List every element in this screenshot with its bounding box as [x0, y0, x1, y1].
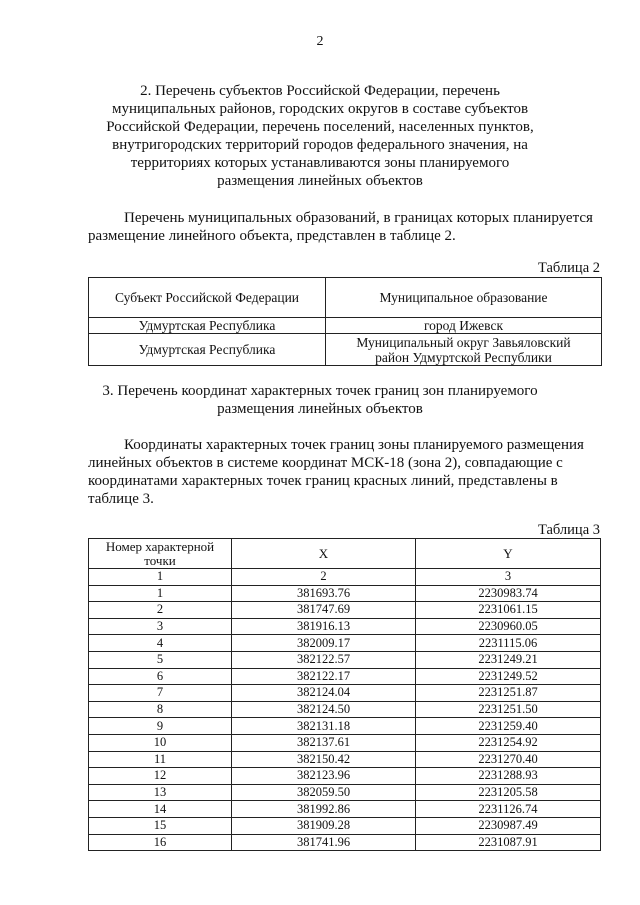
- point-number-cell: 3: [89, 618, 232, 635]
- table-numbering-row: [89, 569, 601, 586]
- x-coordinate-cell: 382059.50: [232, 784, 416, 801]
- y-coordinate-cell: 2231251.50: [416, 701, 601, 718]
- x-coordinate-cell: 382124.50: [232, 701, 416, 718]
- y-coordinate-cell: 2230960.05: [416, 618, 601, 635]
- point-number-cell: 12: [89, 768, 232, 785]
- table-row: [89, 635, 601, 652]
- point-number-cell: 2: [89, 602, 232, 619]
- point-number-cell: 15: [89, 817, 232, 834]
- table-row: [89, 784, 601, 801]
- section-2-paragraph: [88, 209, 600, 245]
- paragraph-line: Перечень муниципальных образований, в границах которых планируется: [124, 210, 593, 226]
- table-row: [89, 585, 601, 602]
- y-coordinate-cell: 2231205.58: [416, 784, 601, 801]
- section-3-title-line: размещения линейных объектов: [217, 401, 423, 417]
- table-row: [89, 685, 601, 702]
- y-coordinate-cell: 2231249.52: [416, 668, 601, 685]
- table-header-cell: Y: [416, 539, 601, 569]
- y-coordinate-cell: 2231251.87: [416, 685, 601, 702]
- x-coordinate-cell: 382009.17: [232, 635, 416, 652]
- paragraph-line: размещение линейного объекта, представлен в таблице 2.: [88, 228, 456, 244]
- y-coordinate-cell: 2230983.74: [416, 585, 601, 602]
- point-number-cell: 9: [89, 718, 232, 735]
- section-2-title-line: муниципальных районов, городских округов в составе субъектов: [111, 101, 529, 117]
- section-3-title-line: 3. Перечень координат характерных точек границ зон планируемого: [102, 383, 538, 399]
- point-number-cell: 4: [89, 635, 232, 652]
- paragraph-line: линейных объектов в системе координат МСК-18 (зона 2), совпадающие с: [88, 455, 563, 471]
- table-row: [89, 718, 601, 735]
- point-number-cell: 8: [89, 701, 232, 718]
- table-row: [89, 834, 601, 851]
- table-row: [89, 751, 601, 768]
- x-coordinate-cell: 381909.28: [232, 817, 416, 834]
- point-number-cell: 6: [89, 668, 232, 685]
- point-number-cell: 1: [89, 585, 232, 602]
- paragraph-line: координатами характерных точек границ красных линий, представлены в: [88, 473, 558, 489]
- table-3: [88, 538, 601, 851]
- section-2-title-line: внутригородских территорий городов федерального значения, на: [112, 137, 528, 153]
- table-header-cell: Номер характерной точки: [89, 539, 232, 569]
- table-row: [89, 618, 601, 635]
- point-number-cell: 13: [89, 784, 232, 801]
- table-header-row: [89, 278, 602, 318]
- page-number: 2: [316, 34, 324, 49]
- table-2: [88, 277, 602, 366]
- y-coordinate-cell: 2231270.40: [416, 751, 601, 768]
- section-2-title-line: 2. Перечень субъектов Российской Федерации, перечень: [140, 83, 500, 99]
- y-coordinate-cell: 2231061.15: [416, 602, 601, 619]
- section-2-title-line: Российской Федерации, перечень поселений, населенных пунктов,: [106, 119, 534, 135]
- table-header-cell: X: [232, 539, 416, 569]
- table-header-cell: Субъект Российской Федерации: [89, 278, 326, 318]
- x-coordinate-cell: 382137.61: [232, 734, 416, 751]
- table-row: [89, 602, 601, 619]
- table-row: [89, 801, 601, 818]
- section-2-title-line: размещения линейных объектов: [217, 173, 423, 189]
- x-coordinate-cell: 382123.96: [232, 768, 416, 785]
- point-number-cell: 16: [89, 834, 232, 851]
- table-row: [89, 651, 601, 668]
- x-coordinate-cell: 382131.18: [232, 718, 416, 735]
- x-coordinate-cell: 381747.69: [232, 602, 416, 619]
- point-number-cell: 14: [89, 801, 232, 818]
- x-coordinate-cell: 382124.04: [232, 685, 416, 702]
- table-3-caption: Таблица 3: [537, 522, 600, 538]
- x-coordinate-cell: 382150.42: [232, 751, 416, 768]
- table-row: [89, 701, 601, 718]
- table-header-cell: Муниципальное образование: [326, 278, 602, 318]
- table-cell: 2: [232, 569, 416, 586]
- table-row: [89, 734, 601, 751]
- point-number-cell: 11: [89, 751, 232, 768]
- table-cell: 3: [416, 569, 601, 586]
- section-2-title-line: территориях которых устанавливаются зоны планируемого: [130, 155, 510, 171]
- table-cell: Удмуртская Республика: [89, 318, 326, 334]
- paragraph-line: таблице 3.: [88, 491, 154, 507]
- point-number-cell: 7: [89, 685, 232, 702]
- x-coordinate-cell: 382122.17: [232, 668, 416, 685]
- table-row: [89, 668, 601, 685]
- section-2-title: [60, 82, 580, 190]
- x-coordinate-cell: 381992.86: [232, 801, 416, 818]
- x-coordinate-cell: 381693.76: [232, 585, 416, 602]
- table-cell: город Ижевск: [326, 318, 602, 334]
- y-coordinate-cell: 2231087.91: [416, 834, 601, 851]
- table-row: [89, 817, 601, 834]
- point-number-cell: 5: [89, 651, 232, 668]
- x-coordinate-cell: 381916.13: [232, 618, 416, 635]
- section-3-paragraph: [88, 436, 600, 508]
- table-row: [89, 318, 602, 334]
- y-coordinate-cell: 2231288.93: [416, 768, 601, 785]
- point-number-cell: 10: [89, 734, 232, 751]
- y-coordinate-cell: 2231115.06: [416, 635, 601, 652]
- table-header-row: [89, 539, 601, 569]
- table-row: [89, 768, 601, 785]
- y-coordinate-cell: 2231254.92: [416, 734, 601, 751]
- table-cell: 1: [89, 569, 232, 586]
- x-coordinate-cell: 382122.57: [232, 651, 416, 668]
- y-coordinate-cell: 2230987.49: [416, 817, 601, 834]
- section-3-title: [60, 382, 580, 418]
- table-cell: Удмуртская Республика: [89, 334, 326, 366]
- table-row: [89, 334, 602, 366]
- x-coordinate-cell: 381741.96: [232, 834, 416, 851]
- paragraph-line: Координаты характерных точек границ зоны планируемого размещения: [124, 437, 584, 453]
- y-coordinate-cell: 2231259.40: [416, 718, 601, 735]
- y-coordinate-cell: 2231249.21: [416, 651, 601, 668]
- table-cell: Муниципальный округ Завьяловский район Удмуртской Республики: [326, 334, 602, 366]
- y-coordinate-cell: 2231126.74: [416, 801, 601, 818]
- table-2-caption: Таблица 2: [537, 260, 600, 276]
